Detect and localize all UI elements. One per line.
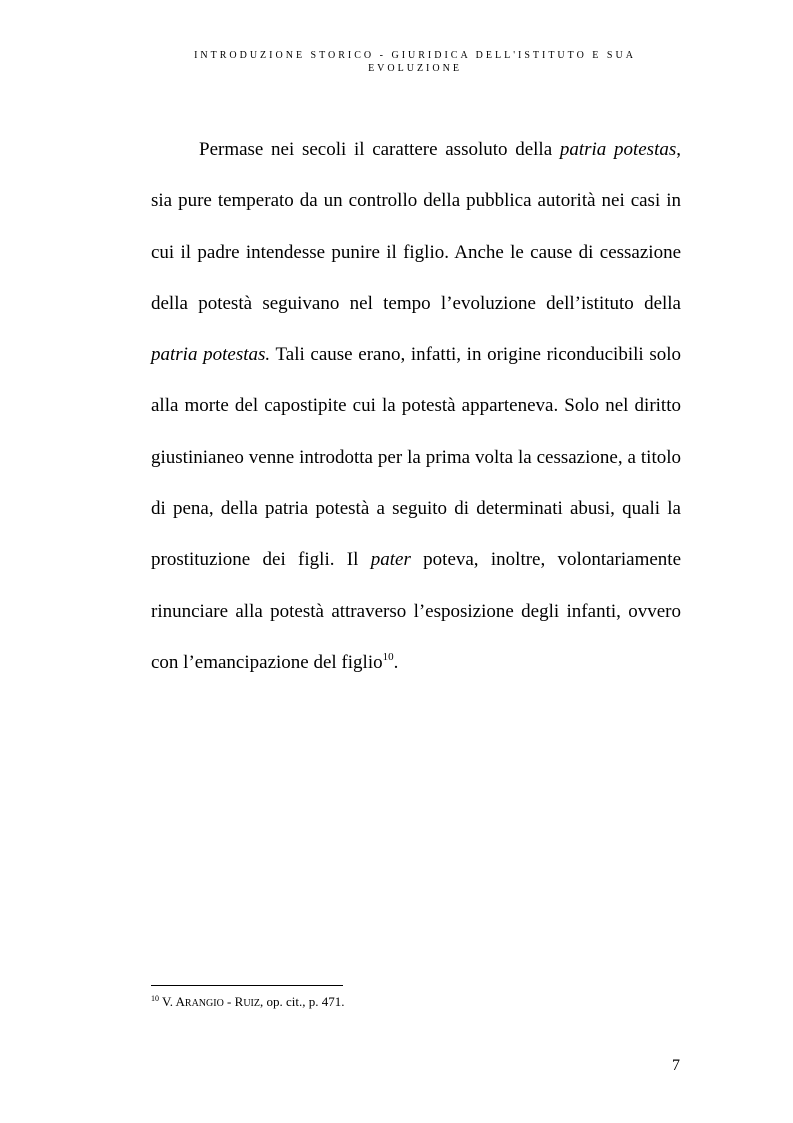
footnote-number: 10 xyxy=(151,994,159,1003)
footnote-reference[interactable]: 10 xyxy=(382,650,394,663)
paragraph-italic-pater: pater xyxy=(370,549,411,571)
footnote-author-separator: - xyxy=(223,994,235,1009)
running-header-line-1: INTRODUZIONE STORICO - GIURIDICA DELL'ISTITUTO E SUA xyxy=(194,50,636,61)
paragraph-text-1: Permase nei secoli il carattere assoluto della xyxy=(199,139,560,160)
running-header-line-2: EVOLUZIONE xyxy=(368,63,462,74)
footnote-citation: , op. cit., p. 471. xyxy=(259,994,345,1009)
paragraph-text-5: . xyxy=(393,651,399,673)
paragraph-italic-patria-potestas: patria potestas xyxy=(559,139,677,160)
footnote-author-initial-1: A xyxy=(175,994,185,1009)
body-paragraph xyxy=(151,124,681,688)
paragraph-text-3: Tali cause erano, infatti, in origine riconducibili solo alla morte del capostipite cui la potestà apparteneva. Solo nel diritto giustinianeo venne introdotta per la prima volta la cessazione, a titolo di pena, della patria potestà a seguito di determinati abusi, quali la prostituzione dei figli. Il xyxy=(151,344,682,571)
page-number: 7 xyxy=(672,1057,680,1074)
footnote-author-rest-2: UIZ xyxy=(243,998,260,1009)
paragraph-text-2: , sia pure temperato da un controllo della pubblica autorità nei casi in cui il padre intendesse punire il figlio. Anche le cause di cessazione della potestà seguivano nel tempo l’evoluzione dell’istituto della xyxy=(151,139,681,314)
paragraph-text-4: poteva, inoltre, volontariamente rinunciare alla potestà attraverso l’esposizione degli infanti, ovvero con l’emancipazione del figlio xyxy=(151,549,682,673)
footnote-author-rest-1: RANGIO xyxy=(184,998,224,1009)
footnote-divider xyxy=(151,985,343,986)
running-header xyxy=(150,49,680,75)
footnote-author-prefix: V. xyxy=(162,994,176,1009)
footnote xyxy=(151,994,344,1012)
footnote-author-initial-2: R xyxy=(234,994,244,1009)
paragraph-italic-patria-potestas-2: patria potestas. xyxy=(151,344,271,366)
